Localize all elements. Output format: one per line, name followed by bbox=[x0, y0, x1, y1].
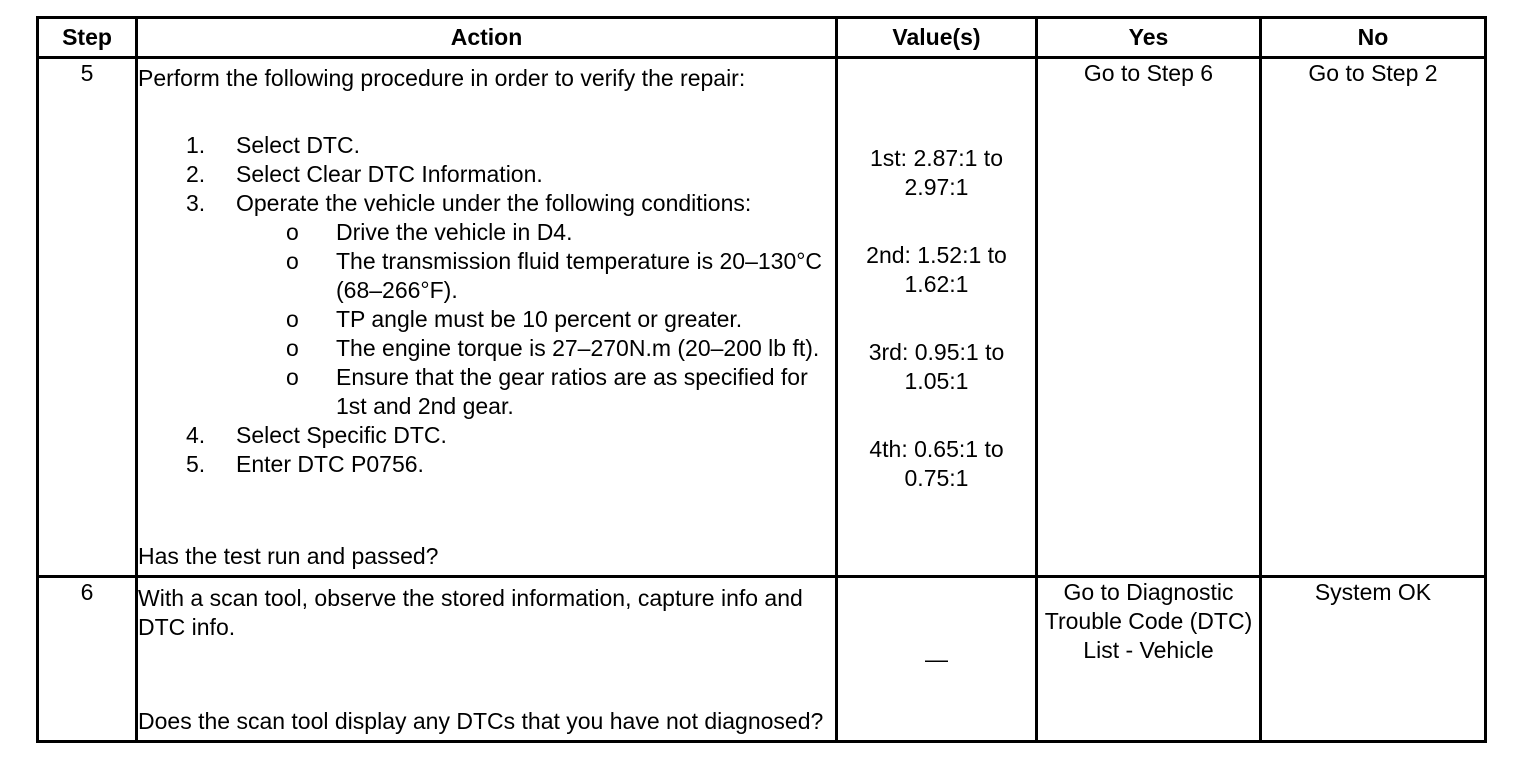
procedure-item bbox=[138, 189, 828, 421]
diagnostic-table bbox=[36, 16, 1487, 743]
yes-cell: Go to Diagnostic Trouble Code (DTC) List - Vehicle bbox=[1037, 577, 1261, 742]
procedure-list bbox=[138, 131, 828, 479]
header-values: Value(s) bbox=[837, 18, 1037, 58]
action-question: Does the scan tool display any DTCs that you have not diagnosed? bbox=[138, 708, 824, 734]
condition-item bbox=[236, 247, 828, 305]
item-number: 4. bbox=[186, 422, 206, 448]
action-question: Has the test run and passed? bbox=[138, 543, 439, 569]
bullet: o bbox=[286, 306, 299, 332]
no-cell: System OK bbox=[1261, 577, 1486, 742]
condition-text: TP angle must be 10 percent or greater. bbox=[336, 306, 743, 332]
condition-item bbox=[236, 305, 828, 334]
step-number: 5 bbox=[38, 58, 137, 577]
condition-text: The engine torque is 27–270N.m (20–200 lb ft). bbox=[336, 335, 820, 361]
values-cell bbox=[837, 58, 1037, 577]
header-no: No bbox=[1261, 18, 1486, 58]
item-number: 1. bbox=[186, 132, 206, 158]
condition-item bbox=[236, 218, 828, 247]
yes-cell: Go to Step 6 bbox=[1037, 58, 1261, 577]
header-row bbox=[38, 18, 1486, 58]
procedure-item bbox=[138, 450, 828, 479]
header-action: Action bbox=[137, 18, 837, 58]
values-cell: — bbox=[837, 577, 1037, 742]
item-text: Operate the vehicle under the following conditions: bbox=[236, 190, 752, 216]
bullet: o bbox=[286, 364, 299, 390]
bullet: o bbox=[286, 335, 299, 361]
condition-item bbox=[236, 334, 828, 363]
bullet: o bbox=[286, 219, 299, 245]
condition-text: The transmission fluid temperature is 20–130°C (68–266°F). bbox=[336, 248, 823, 303]
item-text: Select Specific DTC. bbox=[236, 422, 447, 448]
header-yes: Yes bbox=[1037, 18, 1261, 58]
condition-item bbox=[236, 363, 828, 421]
bullet: o bbox=[286, 248, 299, 274]
condition-text: Ensure that the gear ratios are as specified for 1st and 2nd gear. bbox=[336, 364, 808, 419]
header-step: Step bbox=[38, 18, 137, 58]
item-number: 2. bbox=[186, 161, 206, 187]
gear-ratio-value: 3rd: 0.95:1 to 1.05:1 bbox=[868, 339, 1005, 394]
item-number: 5. bbox=[186, 451, 206, 477]
item-text: Select Clear DTC Information. bbox=[236, 161, 543, 187]
item-text: Select DTC. bbox=[236, 132, 360, 158]
table-row-step-5 bbox=[38, 58, 1486, 577]
item-number: 3. bbox=[186, 190, 206, 216]
condition-text: Drive the vehicle in D4. bbox=[336, 219, 573, 245]
no-cell: Go to Step 2 bbox=[1261, 58, 1486, 577]
procedure-item bbox=[138, 160, 828, 189]
table-row-step-6 bbox=[38, 577, 1486, 742]
gear-ratio-value: 4th: 0.65:1 to 0.75:1 bbox=[869, 436, 1004, 491]
item-text: Enter DTC P0756. bbox=[236, 451, 424, 477]
action-instruction: With a scan tool, observe the stored information, capture info and DTC info. bbox=[138, 585, 803, 640]
action-intro: Perform the following procedure in order to verify the repair: bbox=[138, 65, 746, 91]
gear-ratio-value: 1st: 2.87:1 to 2.97:1 bbox=[870, 145, 1003, 200]
conditions-list bbox=[236, 218, 828, 421]
procedure-item bbox=[138, 131, 828, 160]
procedure-item bbox=[138, 421, 828, 450]
action-cell bbox=[137, 577, 837, 742]
gear-ratio-value: 2nd: 1.52:1 to 1.62:1 bbox=[866, 242, 1007, 297]
step-number: 6 bbox=[38, 577, 137, 742]
action-cell bbox=[137, 58, 837, 577]
